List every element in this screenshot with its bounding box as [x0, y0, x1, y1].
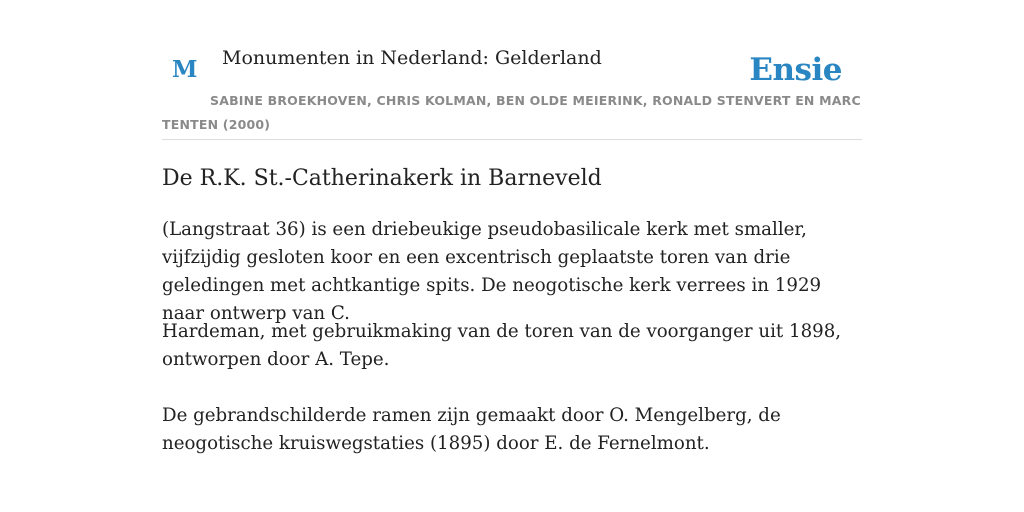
article-heading: De R.K. St.-Catherinakerk in Barneveld	[162, 166, 602, 191]
article-paragraph: Hardeman, met gebruikmaking van de toren van de voorganger uit 1898, ontworpen door A. Tepe.	[162, 321, 842, 370]
ensie-logo-link[interactable]: Ensie	[749, 52, 842, 88]
article-paragraph: (Langstraat 36) is een driebeukige pseudobasilicale kerk met smaller, vijfzijdig gesloten koor en een excentrisch geplaatste toren van drie geledingen met achtkantige spits. De neogotische kerk verrees in 1929 naar ontwerp van C.	[162, 219, 822, 324]
book-authors: SABINE BROEKHOVEN, CHRIS KOLMAN, BEN OLDE MEIERINK, RONALD STENVERT EN MARC TENTEN (2000)	[162, 93, 861, 132]
article-paragraph: De gebrandschilderde ramen zijn gemaakt door O. Mengelberg, de neogotische kruiswegstaties (1895) door E. de Fernelmont.	[162, 405, 781, 454]
book-logo-link[interactable]: M	[172, 56, 198, 83]
header-divider	[162, 139, 862, 140]
book-title[interactable]: Monumenten in Nederland: Gelderland	[222, 47, 602, 69]
